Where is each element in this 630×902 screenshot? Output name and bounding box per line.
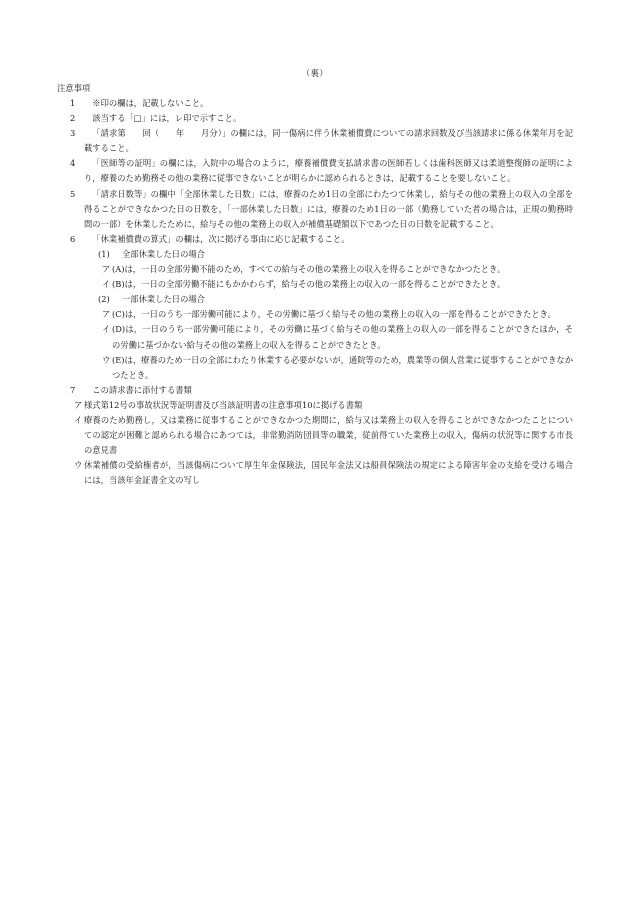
attachment-text: 様式第12号の事故状況等証明書及び当該証明書の注意事項10に掲げる書類 [84, 399, 363, 410]
subheading-text: 全部休業した日の場合 [122, 248, 205, 259]
attachment-item-c [0, 458, 630, 488]
note-item-number: 3 [70, 128, 76, 139]
subitem-a-full [0, 262, 630, 277]
notes-heading: 注意事項 [57, 83, 91, 93]
subheading-full-leave [0, 247, 630, 262]
note-item-number: 4 [70, 158, 76, 169]
subheading-text: 一部休業した日の場合 [122, 294, 205, 305]
note-item-text: ※印の欄は，記載しないこと。 [92, 98, 209, 108]
subitem-mark: イ [102, 279, 111, 290]
attachment-text: 療養のため勤務し，又は業務に従事することができなかつた期間に，給与又は業務上の収入を得ることができなかつたことについての認定が困難と認められる場合にあつては，非常勤消防団員等の職業，従前得ていた業務上の収入，傷病の状況等に関する市長の意見書 [84, 414, 573, 456]
subitem-mark: ウ [102, 354, 111, 365]
attachment-mark: ウ [74, 460, 83, 471]
note-item-text: 該当する「□」には，レ印で示すこと。 [92, 113, 242, 124]
note-item-4 [0, 156, 630, 186]
subitem-c-partial [0, 353, 630, 383]
note-item-text: 「請求日数等」の欄中「全部休業した日数」には，療養のため1日の全部にわたつて休業し，給与その他の業務上の収入の全部を得ることができなかつた日の日数を，「一部休業した日数」には，療養のため1日の一部（勤務していた者の場合は，正規の勤務時間の一部）を休業したために，給与その他の業務上の収入が補償基礎額以下であつた日の日数を記載すること。 [84, 188, 573, 229]
subitem-b-partial [0, 322, 630, 352]
page-side-label: （裏） [301, 68, 329, 78]
note-item-text: 「医師等の証明」の欄には，入院中の場合のように，療養補償費支払請求書の医師若しくは歯科医師又は柔道整復師の証明により，療養のため勤務その他の業務に従事できないことが明らかに認められるときは，記載することを要しないこと。 [84, 158, 573, 184]
subitem-b-full [0, 277, 630, 292]
subitem-mark: ア [102, 309, 111, 320]
note-item-number: 2 [70, 113, 76, 124]
note-item-1 [0, 96, 630, 111]
subitem-text: (E)は，療養のため一日の全部にわたり休業する必要がないが，通院等のため，農業等の個人営業に従事することができなかつたとき。 [112, 354, 573, 380]
subitem-mark: ア [102, 264, 111, 275]
note-item-text: この請求書に添付する書類 [92, 384, 192, 395]
notes-list [0, 96, 630, 488]
subitem-text: (D)は，一日のうち一部労働可能により，その労働に基づく給与その他の業務上の収入の一部を得ることができたほか，その労働に基づかない給与その他の業務上の収入を得ることができたとき。 [112, 324, 573, 350]
note-item-7 [0, 383, 630, 398]
subheading-number: (1) [98, 248, 110, 259]
attachment-item-a [0, 398, 630, 413]
attachment-item-b [0, 413, 630, 458]
note-item-3 [0, 126, 630, 156]
subitem-text: (A)は，一日の全部労働不能のため，すべての給与その他の業務上の収入を得ることができなかつたとき。 [112, 264, 506, 275]
subheading-number: (2) [98, 294, 110, 305]
note-item-number: 1 [70, 98, 76, 108]
note-item-number: 5 [70, 188, 76, 199]
note-item-5 [0, 187, 630, 232]
note-item-6 [0, 232, 630, 247]
attachment-text: 休業補償の受給権者が，当該傷病について厚生年金保険法，国民年金法又は船員保険法の規定による障害年金の支給を受ける場合には，当該年金証書全文の写し [84, 460, 573, 486]
subitem-text: (C)は，一日のうち一部労働可能により，その労働に基づく給与その他の業務上の収入の一部を得ることができたとき。 [112, 309, 556, 320]
subitem-a-partial [0, 307, 630, 322]
attachment-mark: イ [74, 414, 83, 425]
subheading-partial-leave [0, 292, 630, 307]
note-item-text: 「請求第 回（ 年 月分）」の欄には，同一傷病に伴う休業補償費についての請求回数及び当該請求に係る休業年月を記載すること。 [84, 128, 573, 154]
note-item-2 [0, 111, 630, 126]
subitem-text: (B)は，一日の全部労働不能にもかかわらず，給与その他の業務上の収入の一部を得ることができたとき。 [112, 279, 506, 290]
note-item-number: 6 [70, 233, 76, 244]
subitem-mark: イ [102, 324, 111, 335]
note-item-number: 7 [70, 384, 76, 395]
note-item-text: 「休業補償費の算式」の欄は，次に掲げる事由に応じ記載すること。 [92, 233, 350, 244]
attachment-mark: ア [74, 399, 83, 410]
